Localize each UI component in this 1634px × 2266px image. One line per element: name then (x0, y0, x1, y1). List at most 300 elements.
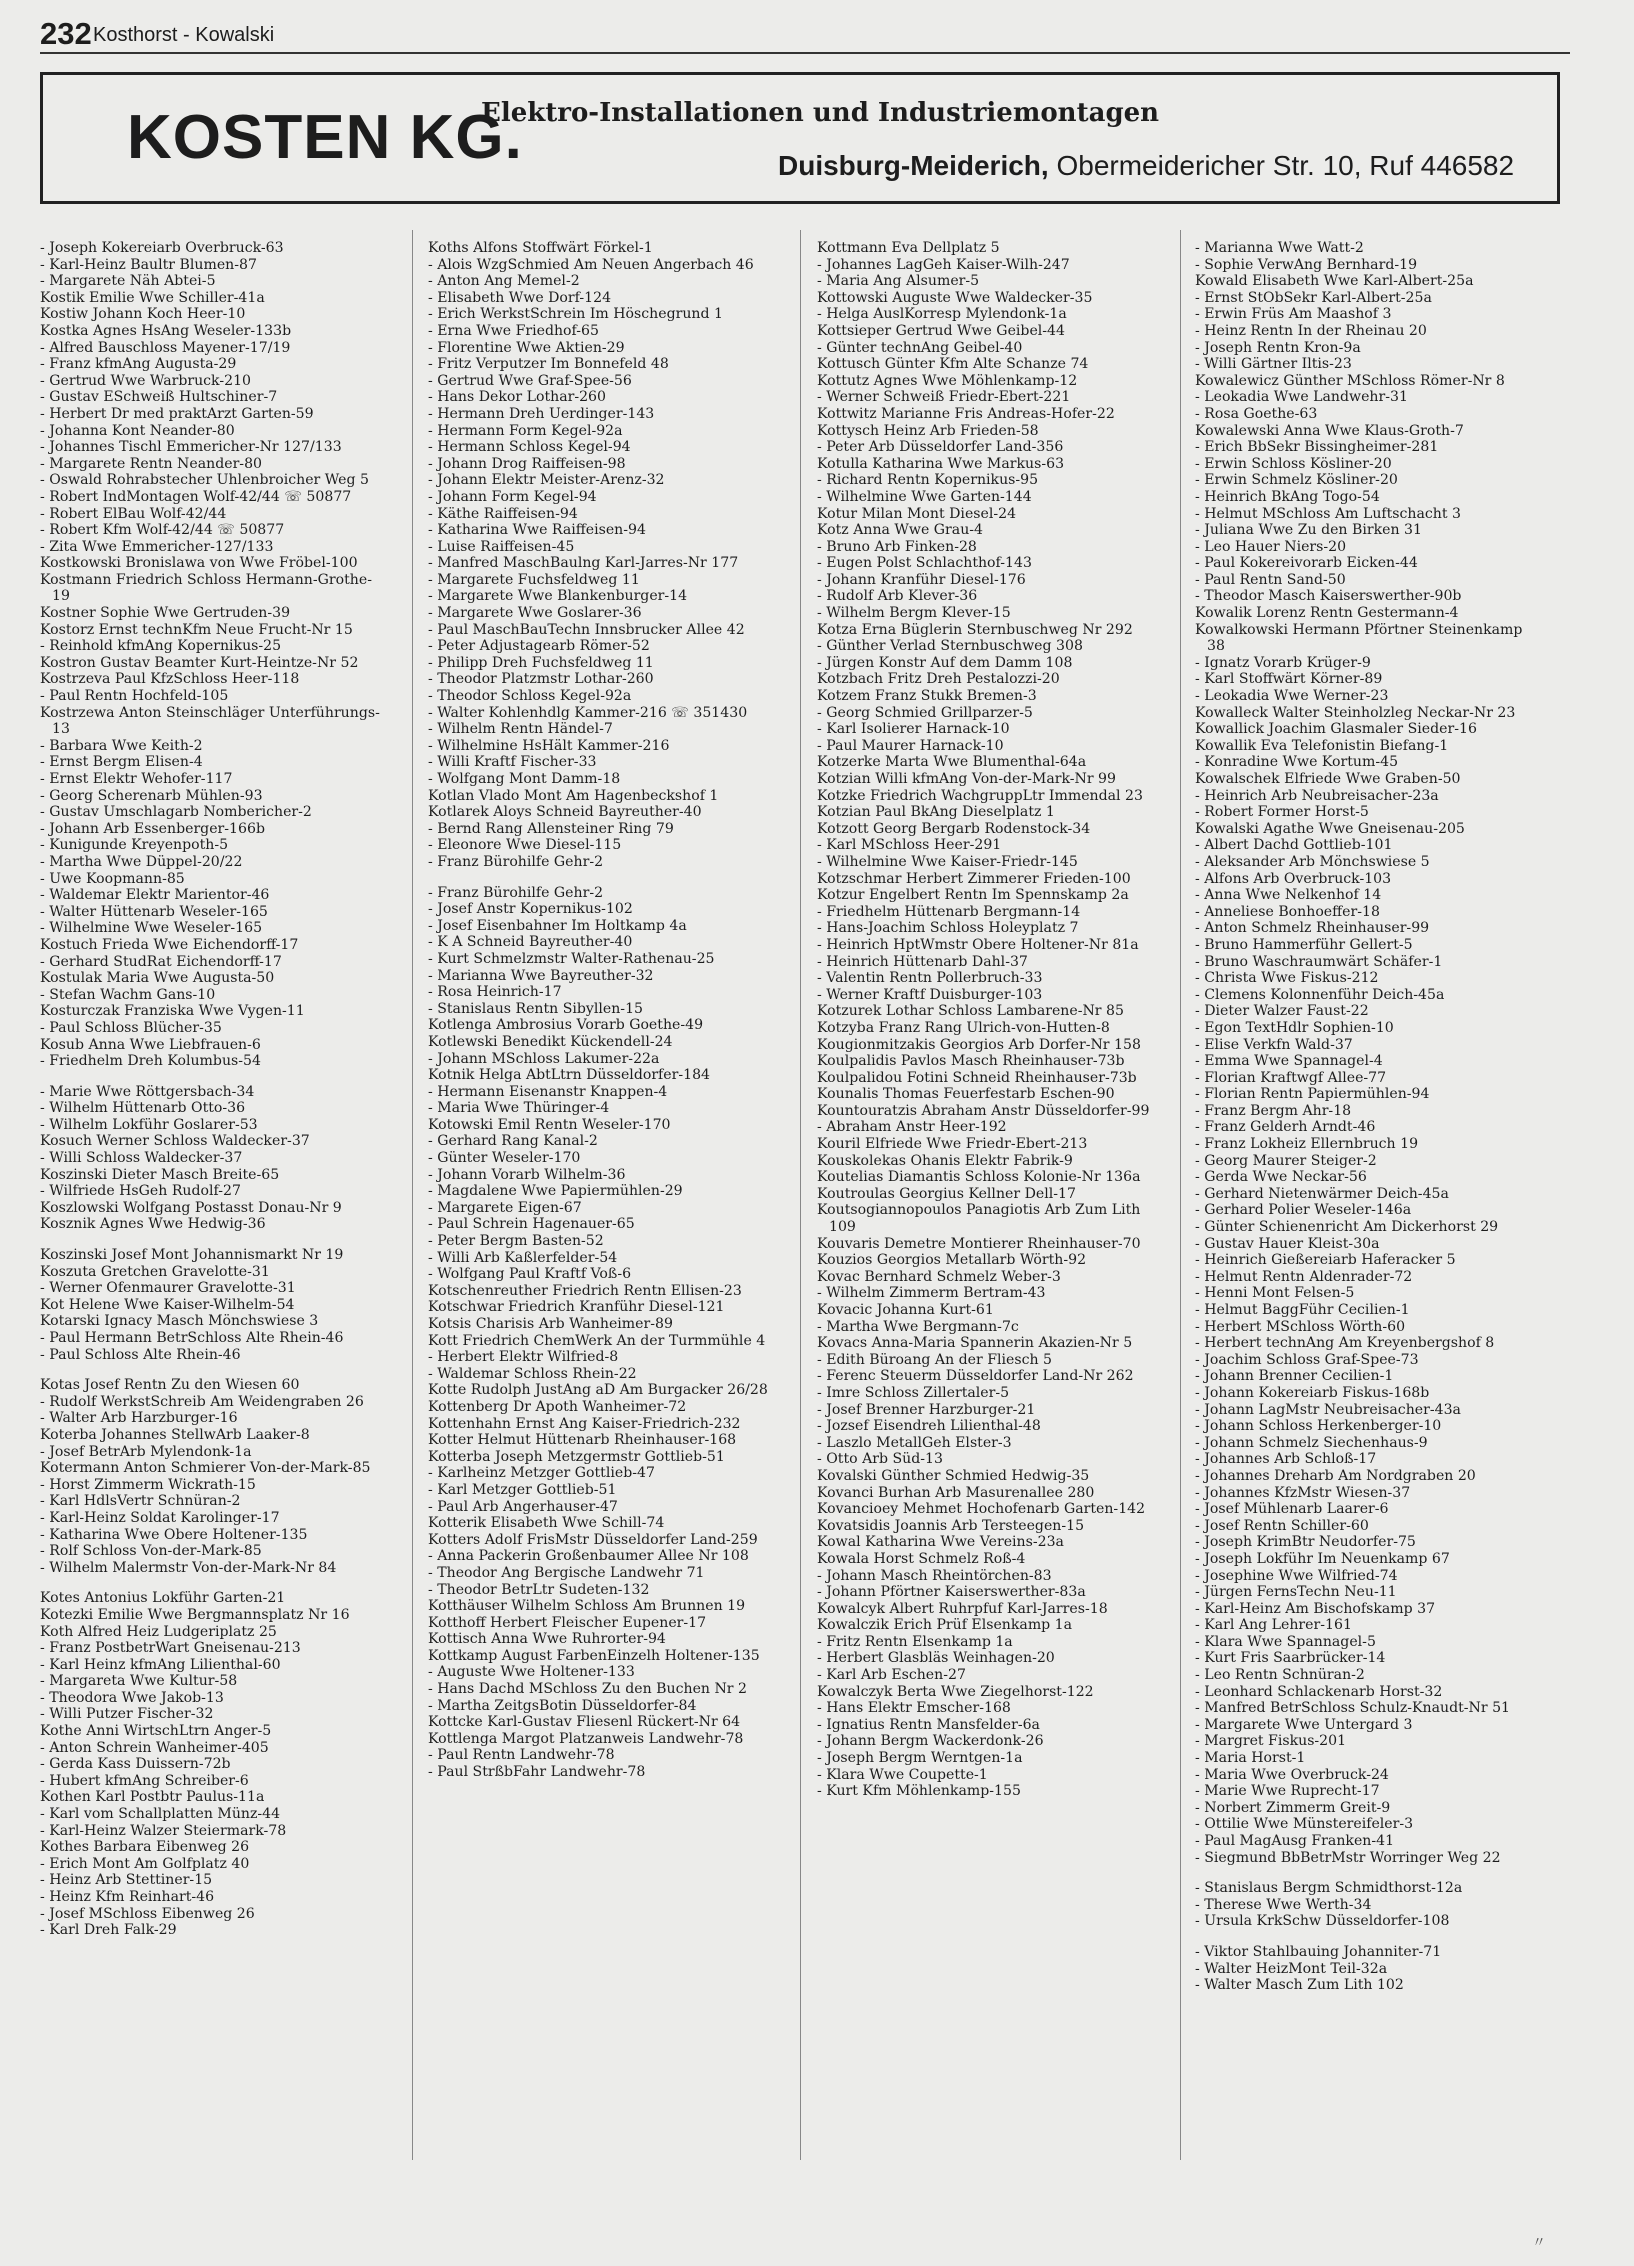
directory-entry: - Paul Schloss Blücher-35 (40, 1019, 222, 1036)
directory-entry: - Herbert MSchloss Wörth-60 (1195, 1318, 1406, 1335)
directory-entry: Kowalik Lorenz Rentn Gestermann-4 (1195, 605, 1459, 622)
directory-entry: - Kunigunde Kreyenpoth-5 (40, 837, 229, 854)
entry-gap (1195, 1930, 1540, 1944)
directory-entry: - Franz Gelderh Arndt-46 (1195, 1119, 1376, 1136)
directory-entry: Kot Helene Wwe Kaiser-Wilhelm-54 (40, 1296, 295, 1313)
directory-entry: - Johannes Dreharb Am Nordgraben 20 (1195, 1467, 1476, 1484)
directory-entry: Kowala Horst Schmelz Roß-4 (817, 1550, 1026, 1567)
directory-entry: - Alois WzgSchmied Am Neuen Angerbach 46 (428, 256, 754, 273)
directory-entry: Kovanci Burhan Arb Masurenallee 280 (817, 1484, 1095, 1501)
column-divider (800, 230, 801, 2160)
directory-entry: - Leo Rentn Schnüran-2 (1195, 1667, 1365, 1684)
directory-entry: - Paul Hermann BetrSchloss Alte Rhein-46 (40, 1330, 344, 1346)
directory-entry: - Franz Bürohilfe Gehr-2 (428, 853, 604, 870)
directory-entry: - Robert ElBau Wolf-42/44 (40, 505, 227, 522)
directory-entry: - Günter Schienenricht Am Dickerhorst 29 (1195, 1219, 1499, 1236)
directory-entry: - Jürgen FernsTechn Neu-11 (1195, 1584, 1397, 1601)
directory-entry: - Fritz Verputzer Im Bonnefeld 48 (428, 356, 669, 373)
directory-entry: - Johannes KfzMstr Wiesen-37 (1195, 1484, 1411, 1501)
directory-entry: Kotur Milan Mont Diesel-24 (817, 505, 1017, 522)
directory-entry: - Klara Wwe Coupette-1 (817, 1766, 988, 1783)
directory-entry: - Walter Masch Zum Lith 102 (1195, 1977, 1404, 1994)
directory-entry: Koutsogiannopoulos Panagiotis Arb Zum Lith 109 (817, 1202, 1141, 1236)
directory-entry: Kostner Sophie Wwe Gertruden-39 (40, 605, 291, 622)
directory-entry: - Hermann Eisenanstr Knappen-4 (428, 1083, 668, 1100)
directory-entry: Koths Alfons Stoffwärt Förkel-1 (428, 240, 653, 256)
directory-entry: Kotterik Elisabeth Wwe Schill-74 (428, 1515, 665, 1532)
directory-entry: - Abraham Anstr Heer-192 (817, 1119, 1007, 1136)
directory-entry: Kotnik Helga AbtLtrn Düsseldorfer-184 (428, 1067, 711, 1084)
directory-entry: - Josef Rentn Schiller-60 (1195, 1517, 1369, 1534)
directory-entry: - Werner Kraftf Duisburger-103 (817, 986, 1043, 1003)
directory-entry: - Ignatz Vorarb Krüger-9 (1195, 654, 1371, 671)
directory-entry: - Johann Brenner Cecilien-1 (1195, 1368, 1394, 1385)
directory-entry: - Josephine Wwe Wilfried-74 (1195, 1567, 1398, 1584)
directory-entry: - Joseph Bergm Werntgen-1a (817, 1750, 1023, 1767)
directory-entry: - Wilhelmine HsHält Kammer-216 (428, 737, 670, 754)
directory-entry: Kowalewicz Günther MSchloss Römer-Nr 8 (1195, 372, 1505, 389)
directory-entry: - Manfred BetrSchloss Schulz-Knaudt-Nr 51 (1195, 1700, 1511, 1717)
directory-entry: - Herbert Glasbläs Weinhagen-20 (817, 1650, 1055, 1667)
directory-entry: - Josef Anstr Kopernikus-102 (428, 901, 633, 918)
directory-entry: Kovatsidis Joannis Arb Tersteegen-15 (817, 1517, 1085, 1534)
directory-entry: - Stefan Wachm Gans-10 (40, 986, 216, 1003)
directory-entry: Kotlan Vlado Mont Am Hagenbeckshof 1 (428, 787, 719, 804)
directory-entry: - Leonhard Schlackenarb Horst-32 (1195, 1683, 1443, 1700)
directory-entry: - Georg Maurer Steiger-2 (1195, 1152, 1377, 1169)
directory-entry: Kotzurek Lothar Schloss Lambarene-Nr 85 (817, 1003, 1124, 1020)
directory-entry: - Wolfgang Mont Damm-18 (428, 771, 621, 787)
directory-entry: - Erwin Schmelz Kösliner-20 (1195, 472, 1398, 489)
directory-entry: - Wilhelm Zimmerm Bertram-43 (817, 1285, 1046, 1302)
directory-entry: - Alfons Arb Overbruck-103 (1195, 870, 1392, 887)
directory-entry: - Bernd Rang Allensteiner Ring 79 (428, 820, 674, 837)
directory-entry: - Marianna Wwe Watt-2 (1195, 240, 1364, 256)
directory-entry: - Josef MSchloss Eibenweg 26 (40, 1905, 255, 1922)
directory-entry: - Maria Horst-1 (1195, 1750, 1306, 1767)
directory-entry: Kottmann Eva Dellplatz 5 (817, 240, 1000, 256)
directory-entry: - Ernst StObSekr Karl-Albert-25a (1195, 289, 1432, 306)
directory-entry: - Karl Ang Lehrer-161 (1195, 1617, 1352, 1634)
directory-entry: - Franz Bergm Ahr-18 (1195, 1102, 1352, 1119)
directory-entry: Kottenberg Dr Apoth Wanheimer-72 (428, 1398, 687, 1415)
directory-entry: - Manfred MaschBaulng Karl-Jarres-Nr 177 (428, 555, 739, 572)
directory-entry: - Richard Rentn Kopernikus-95 (817, 472, 1039, 489)
directory-entry: Kottlenga Margot Platzanweis Landwehr-78 (428, 1730, 744, 1747)
directory-entry: - Gustav Hauer Kleist-30a (1195, 1235, 1380, 1252)
directory-entry: - Egon TextHdlr Sophien-10 (1195, 1019, 1394, 1036)
directory-entry: Koszlowski Wolfgang Postasst Donau-Nr 9 (40, 1199, 342, 1216)
column-divider (412, 230, 413, 2160)
directory-entry: - Hans Dachd MSchloss Zu den Buchen Nr 2 (428, 1681, 747, 1698)
directory-entry: - Margarete Fuchsfeldweg 11 (428, 571, 640, 588)
directory-entry: - Karl MSchloss Heer-291 (817, 837, 1002, 854)
directory-entry: Kouril Elfriede Wwe Friedr-Ebert-213 (817, 1136, 1088, 1153)
directory-entry: - Rolf Schloss Von-der-Mark-85 (40, 1543, 262, 1560)
directory-entry: - Gerhard StudRat Eichendorff-17 (40, 953, 282, 970)
directory-entry: - Karl Metzger Gottlieb-51 (428, 1481, 617, 1498)
directory-entry: Kottowski Auguste Wwe Waldecker-35 (817, 289, 1093, 306)
directory-entry: - Florentine Wwe Aktien-29 (428, 339, 625, 356)
directory-entry: - Erwin Schloss Kösliner-20 (1195, 455, 1392, 472)
directory-entry: Kott Friedrich ChemWerk An der Turmmühle 4 (428, 1332, 766, 1349)
directory-entry: - Siegmund BbBetrMstr Worringer Weg 22 (1195, 1849, 1501, 1866)
directory-entry: - Ottilie Wwe Münstereifeler-3 (1195, 1816, 1414, 1833)
directory-entry: - Ernst Bergm Elisen-4 (40, 754, 203, 771)
directory-entry: - Johann Arb Essenberger-166b (40, 820, 265, 837)
directory-entry: Kotzke Friedrich WachgruppLtr Immendal 23 (817, 787, 1143, 804)
directory-entry: Kowallik Eva Telefonistin Biefang-1 (1195, 737, 1449, 754)
directory-entry: - Florian Rentn Papiermühlen-94 (1195, 1086, 1430, 1103)
directory-entry: Kostulak Maria Wwe Augusta-50 (40, 970, 275, 987)
directory-entry: - Anton Schrein Wanheimer-405 (40, 1739, 269, 1756)
directory-entry: - Katharina Wwe Raiffeisen-94 (428, 522, 646, 539)
directory-entry: - Edith Büroang An der Fliesch 5 (817, 1351, 1053, 1368)
directory-entry: Kotte Rudolph JustAng aD Am Burgacker 26/28 (428, 1382, 768, 1399)
entry-gap (40, 1363, 385, 1377)
directory-entry: - Theodor BetrLtr Sudeten-132 (428, 1581, 650, 1598)
directory-entry: - Georg Schmied Grillparzer-5 (817, 704, 1033, 721)
directory-entry: - Margarete Rentn Neander-80 (40, 455, 262, 472)
directory-entry: - Margarete Wwe Goslarer-36 (428, 605, 642, 622)
directory-entry: - Henni Mont Felsen-5 (1195, 1285, 1355, 1302)
directory-entry: Kotzur Engelbert Rentn Im Spennskamp 2a (817, 887, 1129, 904)
directory-entry: - Joachim Schloss Graf-Spee-73 (1195, 1351, 1419, 1368)
directory-entry: - Johann MSchloss Lakumer-22a (428, 1050, 660, 1067)
page-header (40, 16, 1570, 54)
directory-entry: - Willi Putzer Fischer-32 (40, 1706, 214, 1723)
directory-entry: Kottcke Karl-Gustav Fliesenl Rückert-Nr 64 (428, 1714, 741, 1731)
directory-entry: - Karl-Heinz Soldat Karolinger-17 (40, 1509, 280, 1526)
directory-entry: - Viktor Stahlbauing Johanniter-71 (1195, 1943, 1442, 1960)
directory-entry: Kotthoff Herbert Fleischer Eupener-17 (428, 1614, 707, 1631)
directory-entry: - Gustav ESchweiß Hultschiner-7 (40, 389, 278, 406)
directory-entry: Kothes Barbara Eibenweg 26 (40, 1839, 250, 1856)
directory-entry: Kotter Helmut Hüttenarb Rheinhauser-168 (428, 1432, 737, 1449)
directory-entry: - Alfred Bauschloss Mayener-17/19 (40, 339, 291, 356)
directory-entry: - Uwe Koopmann-85 (40, 870, 185, 887)
directory-entry: - Johann Vorarb Wilhelm-36 (428, 1166, 626, 1183)
directory-entry: - Karl Dreh Falk-29 (40, 1922, 177, 1939)
directory-column-3 (817, 240, 1162, 1800)
directory-entry: - Paul Rentn Sand-50 (1195, 571, 1346, 588)
directory-entry: - Franz Lokheiz Ellernbruch 19 (1195, 1136, 1419, 1153)
directory-entry: - Hermann Dreh Uerdinger-143 (428, 405, 655, 422)
directory-entry: - Karl vom Schallplatten Münz-44 (40, 1806, 281, 1823)
directory-entry: Kottutz Agnes Wwe Möhlenkamp-12 (817, 372, 1078, 389)
directory-entry: Kotsis Charisis Arb Wanheimer-89 (428, 1316, 673, 1332)
directory-entry: - Rudolf Arb Klever-36 (817, 588, 978, 605)
directory-entry: - Margret Fiskus-201 (1195, 1733, 1347, 1750)
directory-entry: - Horst Zimmerm Wickrath-15 (40, 1476, 256, 1493)
directory-entry: - Johann Drog Raiffeisen-98 (428, 455, 626, 472)
directory-entry: - Heinz Kfm Reinhart-46 (40, 1889, 215, 1905)
directory-column-1 (40, 240, 385, 1939)
directory-entry: - Fritz Rentn Elsenkamp 1a (817, 1633, 1013, 1650)
directory-entry: Kostrzewa Anton Steinschläger Unterführungs-13 (40, 704, 380, 738)
directory-entry: Kosuch Werner Schloss Waldecker-37 (40, 1133, 310, 1150)
directory-entry: - Wilhelmine Wwe Garten-144 (817, 488, 1032, 505)
directory-entry: - Emma Wwe Spannagel-4 (1195, 1053, 1383, 1070)
directory-entry: - Johann Masch Rheintörchen-83 (817, 1567, 1052, 1584)
directory-entry: Kostkowski Bronislawa von Wwe Fröbel-100 (40, 555, 358, 572)
directory-entry: - Karl Stoffwärt Körner-89 (1195, 671, 1383, 688)
directory-entry: - Wilhelmine Wwe Weseler-165 (40, 920, 263, 937)
directory-entry: - Paul Arb Angerhauser-47 (428, 1498, 618, 1515)
directory-entry: - Peter Adjustagearb Römer-52 (428, 638, 650, 655)
directory-entry: - Johann LagMstr Neubreisacher-43a (1195, 1401, 1461, 1418)
directory-entry: - Willi Gärtner Iltis-23 (1195, 356, 1352, 373)
directory-entry: - Johannes Tischl Emmericher-Nr 127/133 (40, 439, 342, 456)
directory-entry: - Paul MaschBauTechn Innsbrucker Allee 42 (428, 621, 745, 638)
directory-entry: - Marie Wwe Röttgersbach-34 (40, 1083, 255, 1100)
directory-entry: - Katharina Wwe Obere Holtener-135 (40, 1526, 308, 1543)
directory-entry: - Rosa Goethe-63 (1195, 405, 1318, 422)
directory-entry: - Otto Arb Süd-13 (817, 1451, 943, 1468)
directory-column-4 (1195, 240, 1540, 1994)
directory-entry: Kotz Anna Wwe Grau-4 (817, 522, 983, 539)
directory-entry: - Karl Arb Eschen-27 (817, 1667, 966, 1684)
directory-entry: - Waldemar Schloss Rhein-22 (428, 1365, 637, 1382)
directory-entry: Kosub Anna Wwe Liebfrauen-6 (40, 1036, 261, 1053)
directory-entry: - Karl-Heinz Walzer Steiermark-78 (40, 1822, 287, 1839)
directory-entry: - Johann Schloss Herkenberger-10 (1195, 1418, 1442, 1435)
directory-entry: - Jürgen Konstr Auf dem Damm 108 (817, 654, 1073, 671)
directory-entry: - Elisabeth Wwe Dorf-124 (428, 289, 612, 306)
directory-entry: - Philipp Dreh Fuchsfeldweg 11 (428, 654, 654, 671)
directory-entry: - Bruno Arb Finken-28 (817, 538, 977, 555)
directory-entry: - Peter Arb Düsseldorfer Land-356 (817, 439, 1064, 456)
directory-entry: Koszuta Gretchen Gravelotte-31 (40, 1263, 270, 1280)
directory-entry: Kouzios Georgios Metallarb Wörth-92 (817, 1252, 1087, 1269)
directory-entry: - Florian Kraftwgf Allee-77 (1195, 1069, 1387, 1086)
directory-entry: - Heinrich HptWmstr Obere Holtener-Nr 81a (817, 936, 1139, 953)
directory-entry: - Heinz Arb Stettiner-15 (40, 1872, 213, 1889)
directory-entry: - Peter Bergm Basten-52 (428, 1233, 604, 1250)
directory-entry: - Heinz Rentn In der Rheinau 20 (1195, 322, 1427, 339)
directory-entry: - Rudolf WerkstSchreib Am Weidengraben 26 (40, 1393, 364, 1410)
directory-entry: - Therese Wwe Werth-34 (1195, 1896, 1372, 1913)
directory-entry: - Johann Kranführ Diesel-176 (817, 571, 1026, 588)
directory-entry: Kotes Antonius Lokführ Garten-21 (40, 1590, 286, 1607)
directory-entry: - Waldemar Elektr Marientor-46 (40, 887, 270, 904)
directory-entry: - Maria Wwe Thüringer-4 (428, 1100, 610, 1117)
directory-entry: - Walter Arb Harzburger-16 (40, 1410, 238, 1427)
directory-entry: - Norbert Zimmerm Greit-9 (1195, 1799, 1391, 1816)
directory-entry: - Leo Hauer Niers-20 (1195, 538, 1347, 555)
directory-entry: - Helmut BaggFühr Cecilien-1 (1195, 1302, 1410, 1318)
directory-entry: - Theodor Schloss Kegel-92a (428, 688, 632, 705)
directory-entry: - Wilhelm Hüttenarb Otto-36 (40, 1100, 246, 1117)
directory-entry: Kovac Bernhard Schmelz Weber-3 (817, 1268, 1061, 1285)
directory-entry: - Albert Dachd Gottlieb-101 (1195, 837, 1393, 854)
directory-entry: Kottysch Heinz Arb Frieden-58 (817, 422, 1039, 439)
directory-entry: - Margarete Wwe Untergard 3 (1195, 1716, 1413, 1733)
directory-entry: - Hermann Schloss Kegel-94 (428, 439, 631, 456)
directory-entry: - Johann Pförtner Kaiserswerther-83a (817, 1584, 1086, 1601)
ad-street: Obermeidericher Str. 10, Ruf 446582 (1048, 150, 1515, 181)
directory-entry: Kovacs Anna-Maria Spannerin Akazien-Nr 5 (817, 1335, 1133, 1352)
directory-entry: Koulpalidou Fotini Schneid Rheinhauser-73b (817, 1069, 1137, 1086)
directory-entry: - Erich BbSekr Bissingheimer-281 (1195, 439, 1439, 456)
directory-entry: Kottkamp August FarbenEinzelh Holtener-135 (428, 1647, 760, 1664)
directory-entry: - Paul Maurer Harnack-10 (817, 737, 1004, 754)
directory-entry: Kowalczyk Berta Wwe Ziegelhorst-122 (817, 1683, 1094, 1700)
directory-entry: Kowal Katharina Wwe Vereins-23a (817, 1534, 1064, 1551)
directory-entry: Kowallick Joachim Glasmaler Sieder-16 (1195, 721, 1477, 738)
directory-entry: - Eleonore Wwe Diesel-115 (428, 837, 622, 854)
directory-entry: - Wolfgang Paul Kraftf Voß-6 (428, 1266, 632, 1283)
directory-entry: Kostka Agnes HsAng Weseler-133b (40, 322, 292, 339)
directory-entry: Kotzem Franz Stukk Bremen-3 (817, 688, 1037, 705)
directory-entry: Koulpalidis Pavlos Masch Rheinhauser-73b (817, 1053, 1125, 1070)
directory-entry: - Martha Wwe Düppel-20/22 (40, 853, 243, 870)
directory-entry: - Heinrich Hüttenarb Dahl-37 (817, 953, 1028, 970)
directory-entry: - Paul Kokereivorarb Eicken-44 (1195, 555, 1418, 572)
ad-address (778, 149, 1514, 183)
directory-entry: - Wilhelmine Wwe Kaiser-Friedr-145 (817, 853, 1078, 870)
directory-entry: - Josef Eisenbahner Im Holtkamp 4a (428, 917, 687, 934)
directory-entry: - Werner Schweiß Friedr-Ebert-221 (817, 389, 1071, 406)
directory-entry: Kotarski Ignacy Masch Mönchswiese 3 (40, 1313, 319, 1330)
directory-entry: - Johann Elektr Meister-Arenz-32 (428, 472, 665, 489)
directory-entry: Kosturczak Franziska Wwe Vygen-11 (40, 1003, 305, 1020)
directory-entry: Kottsieper Gertrud Wwe Geibel-44 (817, 322, 1065, 339)
directory-entry: - Wilhelm Bergm Klever-15 (817, 605, 1011, 622)
directory-entry: - Johannes LagGeh Kaiser-Wilh-247 (817, 256, 1070, 273)
directory-entry: - Martha ZeitgsBotin Düsseldorfer-84 (428, 1697, 697, 1714)
directory-entry: Kotzerke Marta Wwe Blumenthal-64a (817, 754, 1087, 771)
directory-entry: - Margarete Näh Abtei-5 (40, 273, 216, 290)
page-number: 232 (40, 16, 92, 51)
directory-entry: - Wilhelm Malermstr Von-der-Mark-Nr 84 (40, 1559, 337, 1576)
directory-entry: - Marie Wwe Ruprecht-17 (1195, 1783, 1380, 1800)
directory-entry: - Hans-Joachim Schloss Holeyplatz 7 (817, 920, 1079, 937)
directory-entry: - Gertrud Wwe Graf-Spee-56 (428, 372, 632, 389)
directory-entry: - Günther Verlad Sternbuschweg 308 (817, 638, 1083, 655)
directory-entry: Kovacic Johanna Kurt-61 (817, 1302, 994, 1318)
directory-entry: - Anneliese Bonhoeffer-18 (1195, 903, 1380, 920)
directory-entry: - Imre Schloss Zillertaler-5 (817, 1384, 1010, 1401)
directory-entry: Kovancioey Mehmet Hochofenarb Garten-142 (817, 1501, 1146, 1518)
directory-entry: - Martha Wwe Bergmann-7c (817, 1318, 1019, 1335)
directory-entry: - Auguste Wwe Holtener-133 (428, 1664, 635, 1681)
directory-entry: - Herbert Elektr Wilfried-8 (428, 1349, 619, 1366)
directory-entry: Kowalewski Anna Wwe Klaus-Groth-7 (1195, 422, 1464, 439)
directory-entry: - Friedhelm Hüttenarb Bergmann-14 (817, 903, 1081, 920)
directory-entry: - Joseph Lokführ Im Neuenkamp 67 (1195, 1550, 1450, 1567)
directory-entry: - Wilhelm Rentn Händel-7 (428, 721, 613, 738)
directory-entry: Kotzian Willi kfmAng Von-der-Mark-Nr 99 (817, 771, 1116, 787)
directory-entry: Kotulla Katharina Wwe Markus-63 (817, 455, 1065, 472)
directory-entry: Kouskolekas Ohanis Elektr Fabrik-9 (817, 1152, 1073, 1169)
directory-entry: - Günter Weseler-170 (428, 1150, 581, 1167)
directory-entry: - Bruno Hammerführ Gellert-5 (1195, 936, 1413, 953)
directory-entry: Kotzyba Franz Rang Ulrich-von-Hutten-8 (817, 1019, 1110, 1036)
directory-entry: - Gerhard Nietenwärmer Deich-45a (1195, 1185, 1449, 1202)
directory-entry: Kotza Erna Büglerin Sternbuschweg Nr 292 (817, 621, 1133, 638)
directory-entry: - Karl Isolierer Harnack-10 (817, 721, 1010, 738)
directory-entry: - Helga AuslKorresp Mylendonk-1a (817, 306, 1067, 323)
directory-entry: - Josef BetrArb Mylendonk-1a (40, 1443, 252, 1460)
directory-entry: - Heinrich Arb Neubreisacher-23a (1195, 787, 1439, 804)
directory-entry: Kougionmitzakis Georgios Arb Dorfer-Nr 158 (817, 1036, 1141, 1053)
entry-gap (40, 1070, 385, 1084)
directory-entry: Kotermann Anton Schmierer Von-der-Mark-85 (40, 1460, 371, 1477)
directory-entry: Kostmann Friedrich Schloss Hermann-Grothe-19 (40, 571, 372, 605)
directory-entry: - Ignatius Rentn Mansfelder-6a (817, 1716, 1040, 1733)
directory-entry: - Stanislaus Rentn Sibyllen-15 (428, 1000, 644, 1017)
directory-entry: - Robert IndMontagen Wolf-42/44 ☏ 50877 (40, 488, 352, 505)
directory-entry: Kotschwar Friedrich Kranführ Diesel-121 (428, 1299, 725, 1316)
directory-entry: Kowalschek Elfriede Wwe Graben-50 (1195, 771, 1461, 787)
directory-entry: - Stanislaus Bergm Schmidthorst-12a (1195, 1880, 1463, 1897)
directory-entry: - Gertrud Wwe Warbruck-210 (40, 372, 252, 389)
directory-entry: Kostorz Ernst technKfm Neue Frucht-Nr 15 (40, 621, 353, 638)
directory-entry: - Rosa Heinrich-17 (428, 984, 562, 1001)
directory-entry: - Aleksander Arb Mönchswiese 5 (1195, 853, 1430, 870)
directory-entry: - Konradine Wwe Kortum-45 (1195, 754, 1399, 771)
directory-entry: Kotzott Georg Bergarb Rodenstock-34 (817, 820, 1091, 837)
directory-entry: - Erna Wwe Friedhof-65 (428, 322, 599, 339)
directory-entry: - K A Schneid Bayreuther-40 (428, 934, 633, 951)
directory-entry: - Johanna Kont Neander-80 (40, 422, 235, 439)
directory-entry: Koutelias Diamantis Schloss Kolonie-Nr 136a (817, 1169, 1141, 1186)
directory-column-2 (428, 240, 773, 1781)
directory-entry: Kotzschmar Herbert Zimmerer Frieden-100 (817, 870, 1131, 887)
directory-entry: Kotlarek Aloys Schneid Bayreuther-40 (428, 804, 702, 821)
directory-entry: - Georg Scherenarb Mühlen-93 (40, 787, 263, 804)
directory-entry: - Barbara Wwe Keith-2 (40, 737, 203, 754)
directory-entry: - Theodor Masch Kaiserswerther-90b (1195, 588, 1462, 605)
directory-entry: - Leokadia Wwe Werner-23 (1195, 688, 1389, 705)
directory-entry: - Robert Kfm Wolf-42/44 ☏ 50877 (40, 522, 285, 539)
directory-entry: Kowalleck Walter Steinholzleg Neckar-Nr 23 (1195, 704, 1516, 721)
entry-gap (40, 1576, 385, 1590)
directory-entry: Kostiw Johann Koch Heer-10 (40, 306, 246, 323)
directory-entry: - Franz PostbetrWart Gneisenau-213 (40, 1640, 301, 1657)
directory-entry: Kostrzeva Paul KfzSchloss Heer-118 (40, 671, 300, 688)
directory-entry: - Kurt Schmelzmstr Walter-Rathenau-25 (428, 950, 715, 967)
directory-entry: Kovalski Günther Schmied Hedwig-35 (817, 1467, 1090, 1484)
directory-entry: - Wilfriede HsGeh Rudolf-27 (40, 1183, 241, 1200)
ad-description: Elektro-Installationen und Industriemontagen (481, 98, 1160, 128)
directory-entry: Kostik Emilie Wwe Schiller-41a (40, 289, 265, 306)
directory-entry: Kotschenreuther Friedrich Rentn Ellisen-23 (428, 1282, 742, 1299)
directory-entry: Kostuch Frieda Wwe Eichendorff-17 (40, 936, 299, 953)
directory-entry: - Joseph Kokereiarb Overbruck-63 (40, 240, 284, 256)
directory-entry: - Werner Ofenmaurer Gravelotte-31 (40, 1280, 296, 1297)
directory-entry: - Erich Mont Am Golfplatz 40 (40, 1855, 250, 1872)
directory-entry: - Hubert kfmAng Schreiber-6 (40, 1772, 249, 1789)
directory-entry: Kowalcyk Albert Ruhrpfuf Karl-Jarres-18 (817, 1600, 1108, 1617)
directory-entry: Kowalczik Erich Prüf Elsenkamp 1a (817, 1617, 1073, 1634)
directory-entry: - Herbert technAng Am Kreyenbergshof 8 (1195, 1335, 1495, 1352)
directory-entry: - Maria Ang Alsumer-5 (817, 273, 980, 290)
directory-entry: - Anton Ang Memel-2 (428, 273, 580, 290)
ad-city: Duisburg-Meiderich, (778, 150, 1049, 181)
directory-entry: - Magdalene Wwe Papiermühlen-29 (428, 1183, 683, 1200)
directory-entry: - Margarete Eigen-67 (428, 1199, 582, 1216)
directory-entry: - Josef Mühlenarb Laarer-6 (1195, 1501, 1389, 1518)
directory-entry: - Kurt Fris Saarbrücker-14 (1195, 1650, 1386, 1667)
directory-entry: Kotthäuser Wilhelm Schloss Am Brunnen 19 (428, 1598, 746, 1615)
directory-entry: - Ernst Elektr Wehofer-117 (40, 771, 233, 787)
entry-gap (1195, 1866, 1540, 1880)
directory-entry: - Leokadia Wwe Landwehr-31 (1195, 389, 1408, 406)
directory-entry: - Laszlo MetallGeh Elster-3 (817, 1434, 1012, 1451)
directory-entry: Kotezki Emilie Wwe Bergmannsplatz Nr 16 (40, 1606, 350, 1623)
